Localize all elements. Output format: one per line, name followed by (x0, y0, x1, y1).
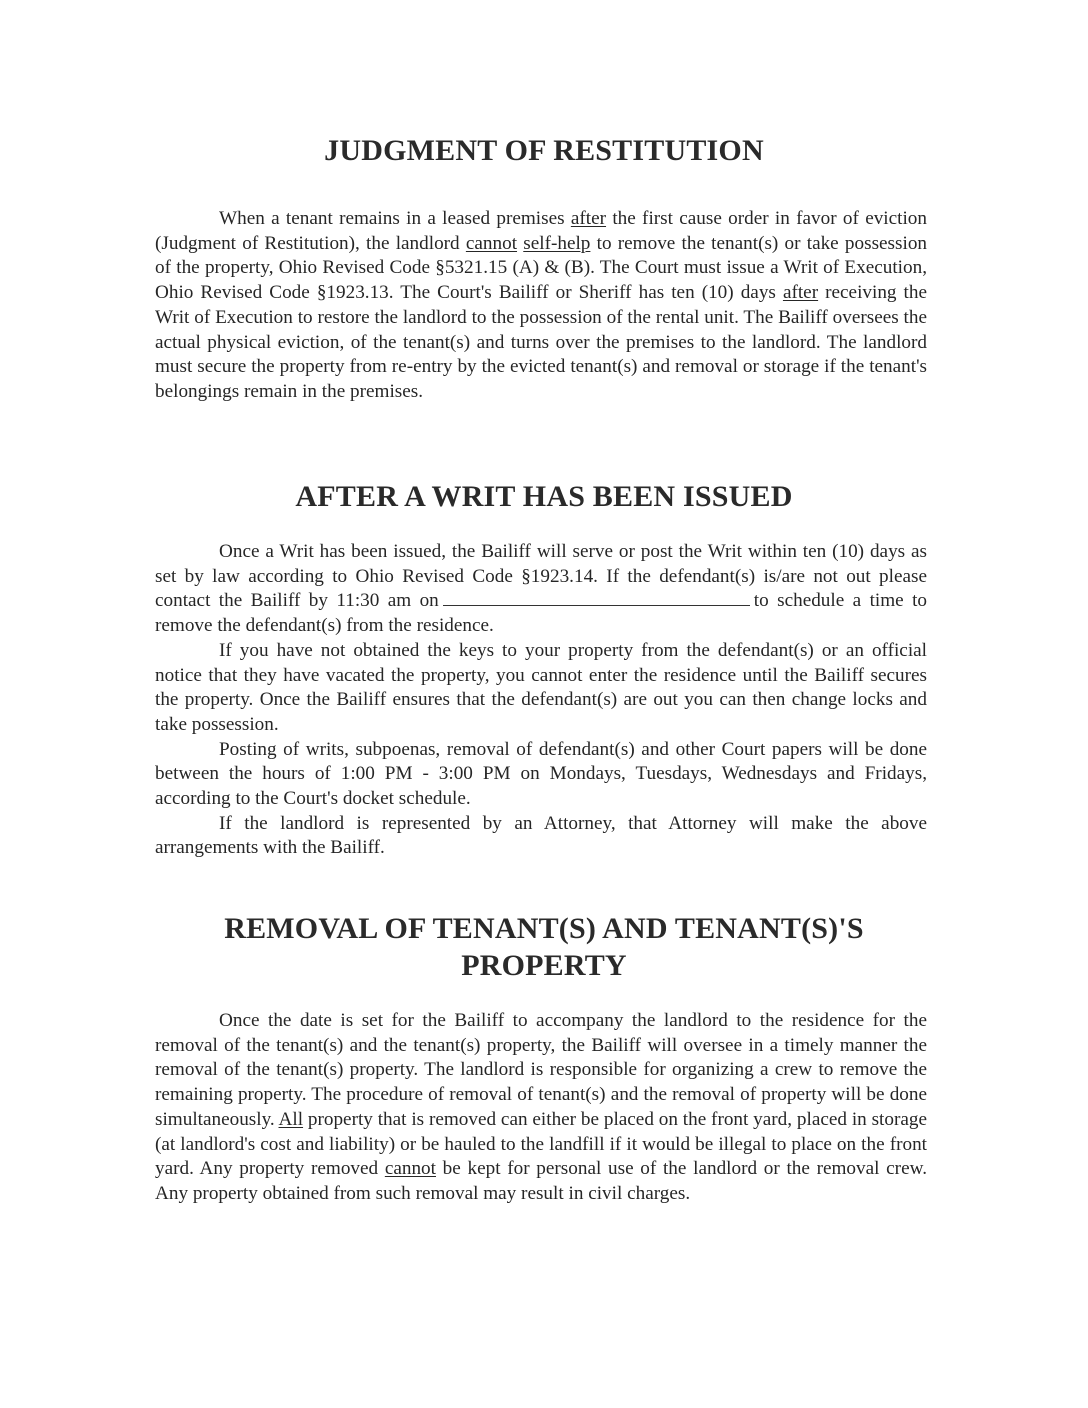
heading-line-2: PROPERTY (461, 949, 627, 982)
underlined-self-help: self-help (523, 232, 591, 254)
paragraph-keys: If you have not obtained the keys to your property from the defendant(s) or an official notice that they have vacated the property, you cannot enter the residence until the Bailiff secures the property. Once the Bailiff ensures that the defendant(s) are out you can then change locks and take possession. (155, 639, 927, 735)
section-removal-body (155, 1009, 927, 1207)
section-writ-body (155, 540, 927, 861)
underlined-cannot: cannot (384, 1158, 436, 1180)
heading-removal-of-tenants (0, 910, 1088, 984)
paragraph-attorney: If the landlord is represented by an Attorney, that Attorney will make the above arrangements with the Bailiff. (155, 812, 927, 859)
heading-judgment-of-restitution: JUDGMENT OF RESTITUTION (324, 134, 764, 167)
paragraph-posting-hours: Posting of writs, subpoenas, removal of defendant(s) and other Court papers will be done between the hours of 1:00 PM - 3:00 PM on Mondays, Tuesdays, Wednesdays and Fridays, according to the Court's docket schedule. (155, 738, 927, 810)
text-run: Once a Writ has been issued, the Bailiff will serve or post the Writ within ten (10) days as set by law according to Ohio Revised Code §1923.14. If the defendant(s) is/are not out please contact the Bailiff by 11:30 am on (155, 541, 927, 612)
text-run: be kept for personal use of the landlord or the removal crew. Any property obtained from such removal may result in civil charges. (155, 1158, 927, 1204)
text-run: receiving the Writ of Execution to restore the landlord to the possession of the rental unit. The Bailiff oversees the actual physical eviction, of the tenant(s) and turns over the premises to the landlord. The landlord must secure the property from re-entry by the evicted tenant(s) and removal or storage if the tenant's belongings remain in the premises. (155, 282, 928, 402)
underlined-after: after (570, 208, 607, 229)
underlined-cannot: cannot (465, 232, 518, 254)
paragraph-judgment (155, 207, 927, 405)
text-run: property that is removed can either be placed on the front yard, placed in storage (at landlord's cost and liability) or be hauled to the landfill if it would be illegal to place on the front yard. Any property removed (155, 1108, 927, 1180)
underlined-all: All (278, 1108, 304, 1130)
heading-line-1: REMOVAL OF TENANT(S) AND TENANT(S)'S (224, 912, 864, 945)
text-run: to (753, 590, 769, 612)
underlined-after: after (782, 282, 819, 304)
date-blank-line (443, 589, 750, 606)
paragraph-removal (155, 1009, 927, 1207)
text-run: Once the date is set for the Bailiff to accompany the landlord to the residence for the removal of the tenant(s) and the tenant(s) property, the Bailiff will oversee in a timely manner the removal of the tenant(s) property. The landlord is responsible for organizing a crew to remove the remaining property. The procedure of removal of tenant(s) and the removal of property will be done simultaneously. (155, 1010, 927, 1130)
text-run: When a tenant remains in a leased premises (219, 208, 571, 229)
paragraph-writ-served (155, 540, 927, 639)
heading-after-writ-issued: AFTER A WRIT HAS BEEN ISSUED (295, 480, 793, 513)
section-judgment-body (155, 207, 927, 405)
text-run: to remove the tenant(s) or take possession of the property, Ohio Revised Code §5321.15 (A) & (B). The Court must issue a Writ of Execution, Ohio Revised Code §1923.13. The Court's Bailiff or Sheriff has ten (10) days (155, 232, 928, 304)
text-run: schedule a time to remove the defendant(s) from the residence. (155, 590, 927, 637)
text-run: the first cause order in favor of eviction (Judgment of Restitution), the landlord (155, 208, 927, 254)
